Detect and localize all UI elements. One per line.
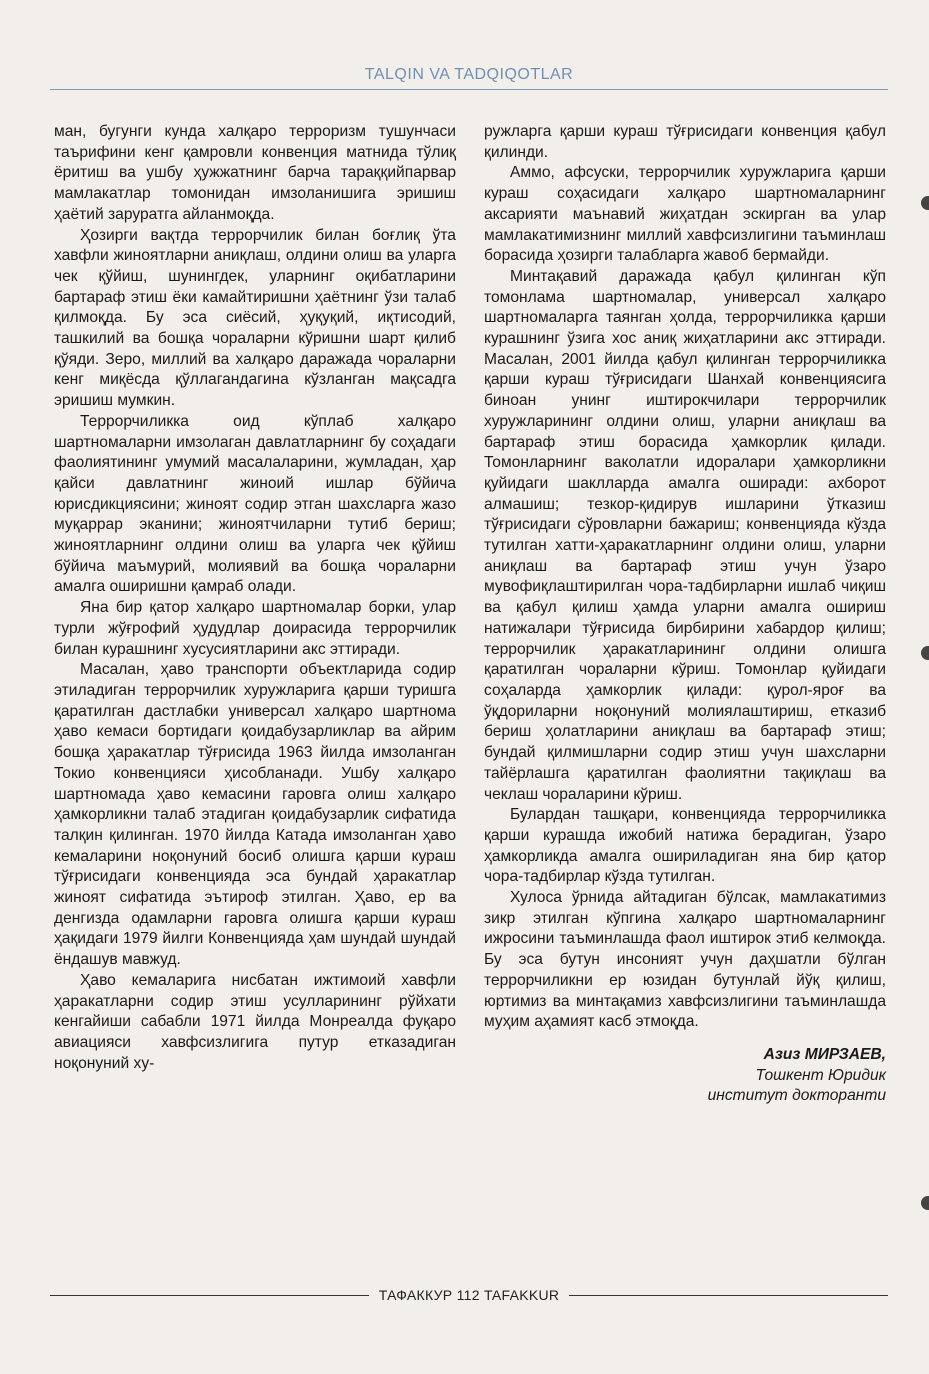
paragraph: Ҳаво кемаларига нисбатан ижтимоий хавфли ҳаракатларни содир этиш усулларининг рўйхати кенгайиши сабабли 1971 йилда Монреалда фуқаро авиацияси хавфсизлигига путур етказадиган ноқонуний ху- — [54, 971, 456, 1072]
author-signature — [484, 1045, 886, 1107]
paragraph: Хулоса ўрнида айтадиган бўлсак, мамлакатимиз зикр этилган кўпгина халқаро шартномаларнинг ижросини таъминлашда фаол иштирок этиб келмоқда. Бу эса бутун инсоният учун даҳшатли бўлган террорчиликни ер юзидан бутунлай йўқ қилиш, юртимиз ва минтақамиз хавфсизлигини таъминлашда муҳим аҳамият касб этмоқда. — [484, 889, 886, 1031]
paragraph: ман, бугунги кунда халқаро терроризм тушунчаси таърифини кенг қамровли конвенция матнида тўлиқ ёритиш ва ушбу ҳужжатнинг барча тараққийпарвар мамлакатлар томонидан имзоланишига эришиш ҳаётий заруратга айланмоқда. — [54, 123, 456, 223]
footer-rule-right — [569, 1295, 888, 1296]
binding-hole — [921, 1196, 929, 1210]
paragraph: Минтақавий даражада қабул қилинган кўп томонлама шартномалар, универсал халқаро шартномаларга таянган ҳолда, террорчиликка қарши курашнинг ўзига хос аниқ жиҳатларини акс эттиради. Масалан, 2001 йилда қабул қилинган террорчиликка қарши кураш тўғрисидаги Шанхай конвенциясига биноан унинг иштирокчилари террорчилик хуружларининг олдини олиш, уларни аниқлаш ва бартараф этиш борасида ҳамкорлик қилади. Томонларнинг ваколатли идоралари ҳамкорликни қуйидаги шаклларда амалга оширади: ахборот алмашиш; тезкор-қидирув ишларини ўтказиш тўғрисидаги сўровларни бажариш; конвенцияда кўзда тутилган хатти-ҳаракатларнинг олдини олиш, уларни аниқлаш ва бартараф этиш учун ўзаро мувофиқлаштирилган чора-тадбирларни ишлаб чиқиш ва қабул қилиш ҳамда уларни амалга ошириш натижалари тўғрисида бирбирини хабардор қилиш; террорчилик ҳаракатларининг олдини олишга қаратилган чораларни кўриш. Томонлар қуйидаги соҳаларда ҳамкорлик қилади: қурол-яроғ ва ўқдориларни ноқонуний молиялаштириш, етказиб бериш ҳолатларини аниқлаш ва бартараф этиш; бундай қилмишларни содир этиш учун шахсларни тайёрлашга қаратилган фаолиятни тақиқлаш ва чеклаш чораларини кўриш. — [484, 267, 886, 803]
section-header: TALQIN VA TADQIQOTLAR — [364, 66, 574, 83]
page-footer — [50, 1285, 888, 1305]
paragraph: ружларга қарши кураш тўғрисидаги конвенция қабул қилинди. — [484, 123, 886, 161]
footer-text: ТАФАККУР 112 TAFAKKUR — [378, 1287, 560, 1303]
author-name: Азиз МИРЗАЕВ, — [763, 1045, 886, 1063]
header-rule — [50, 89, 888, 90]
binding-hole — [921, 646, 929, 660]
paragraph: Булардан ташқари, конвенцияда террорчиликка қарши курашда ижобий натижа берадиган, ўзаро ҳамкорликда амалга ошириладиган яна бир қатор чора-тадбирлар кўзда тутилган. — [484, 806, 886, 886]
binding-hole — [921, 196, 929, 210]
paragraph: Ҳозирги вақтда террорчилик билан боғлиқ ўта хавфли жиноятларни аниқлаш, олдини олиш ва уларга чек қўйиш, шунингдек, уларнинг оқибатларини бартараф этиш ёки камайтиришни ҳаётнинг ўзи талаб қилмоқда. Бу эса сиёсий, ҳуқуқий, иқтисодий, ташкилий ва бошқа чораларни кўришни шарт қилиб қўяди. Зеро, миллий ва халқаро даражада чораларни кенг миқёсда қўллагандагина кўзланган мақсадга эришиш мумкин. — [54, 226, 456, 410]
footer-rule-left — [50, 1295, 369, 1296]
paragraph: Яна бир қатор халқаро шартномалар борки, улар турли жўғрофий ҳудудлар доирасида террорчилик билан курашнинг хусусиятларини акс эттиради. — [54, 599, 456, 658]
paragraph: Террорчиликка оид кўплаб халқаро шартномаларни имзолаган давлатларнинг бу соҳадаги фаолиятининг умумий масалаларини, жумладан, ҳар қайси давлатнинг жиноий ишлар бўйича юрисдикциясини; жиноят содир этган шахсларга жазо муқаррар эканини; жиноятчиларни тутиб бериш; жиноятларнинг олдини олиш ва уларга чек қўйиш бўйича маъмурий, молиявий ва бошқа чораларни амалга оширишни қамраб олади. — [54, 412, 456, 596]
author-affiliation: институт докторанти — [707, 1087, 886, 1105]
left-column — [54, 122, 456, 1074]
author-affiliation: Тошкент Юридик — [755, 1066, 886, 1084]
right-column — [484, 122, 886, 1107]
paragraph: Аммо, афсуски, террорчилик хуружларига қарши кураш соҳасидаги халқаро шартномаларнинг аксарияти маънавий жиҳатдан эскирган ва улар мамлакатимизнинг миллий хавфсизлигини таъминлаш борасида ҳозирги талабларга жавоб бермайди. — [484, 164, 886, 265]
paragraph: Масалан, ҳаво транспорти объектларида содир этиладиган террорчилик хуружларига қарши туришга қаратилган дастлабки универсал халқаро шартнома ҳаво кемаси бортидаги қоидабузарликлар ва айрим бошқа ҳаракатлар тўғрисида 1963 йилда имзоланган Токио конвенцияси ҳисобланади. Ушбу халқаро шартномада ҳаво кемасини гаровга олиш халқаро ҳамкорликни талаб этадиган қоидабузарлик сифатида талқин қилинган. 1970 йилда Катада имзоланган ҳаво кемаларини ноқонуний босиб олишга қарши кураш тўғрисидаги конвенцияда эса бундай ҳаракатлар жиноят сифатида эътироф этилган. Ҳаво, ер ва денгизда одамларни гаровга олишга қарши кураш ҳақидаги 1979 йилги Конвенцияда ҳам шундай шундай ёндашув мавжуд. — [54, 661, 456, 969]
